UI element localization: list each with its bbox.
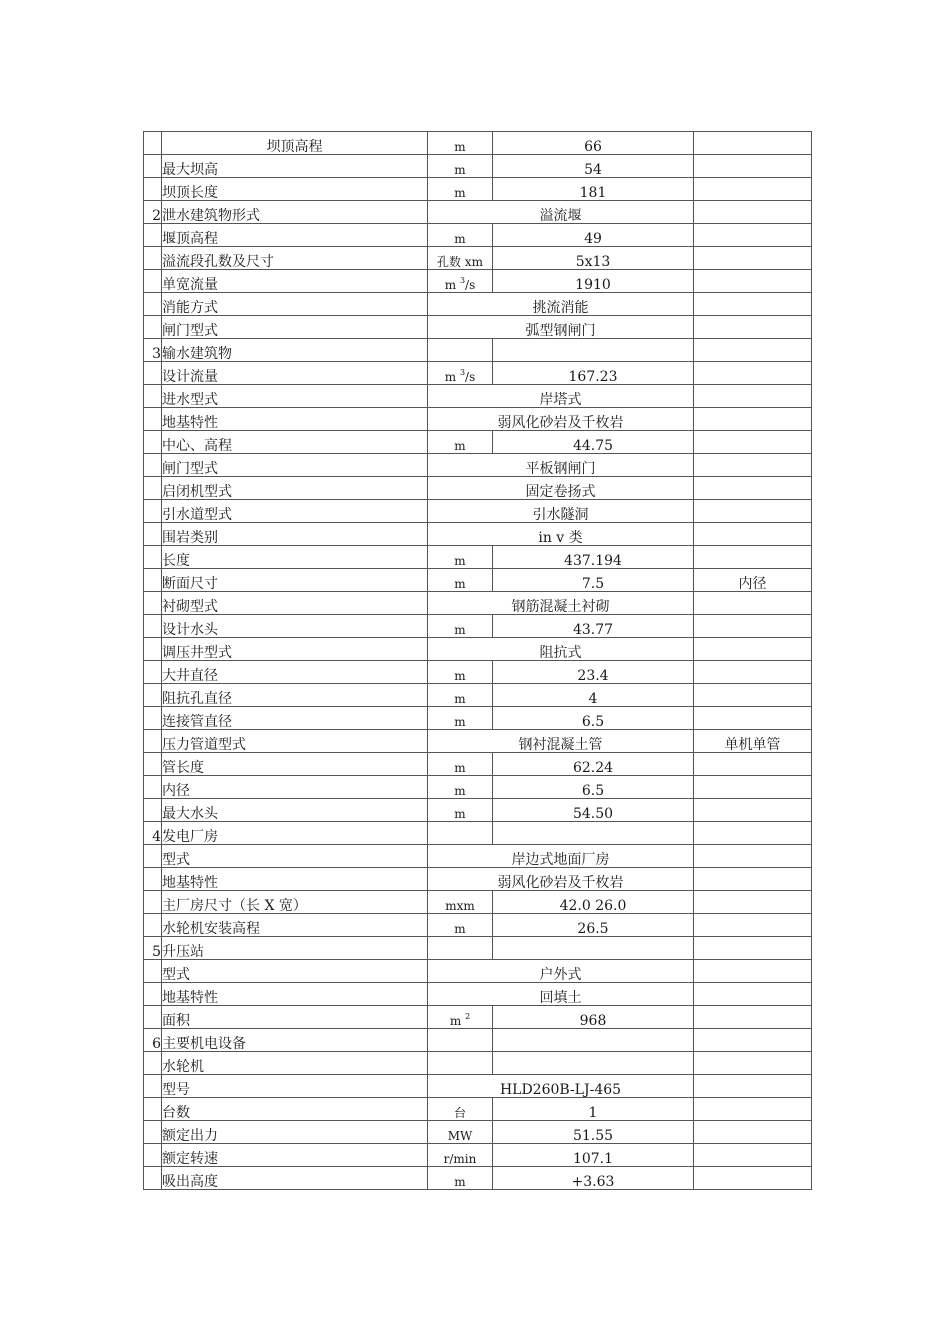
table-row — [144, 500, 812, 523]
item-name: 型式 — [162, 845, 428, 868]
table-row — [144, 592, 812, 615]
item-value: 49 — [493, 224, 694, 247]
item-unit — [428, 1006, 493, 1029]
item-note — [694, 707, 812, 730]
item-value: 167.23 — [493, 362, 694, 385]
item-note — [694, 270, 812, 293]
row-number — [144, 684, 162, 707]
table-row — [144, 1052, 812, 1075]
item-name: 台数 — [162, 1098, 428, 1121]
item-value: 弱风化砂岩及千枚岩 — [428, 408, 694, 431]
item-note — [694, 293, 812, 316]
row-number: 5 — [144, 937, 162, 960]
table-row — [144, 960, 812, 983]
item-name: 主厂房尺寸（长 X 宽） — [162, 891, 428, 914]
item-name: 设计水头 — [162, 615, 428, 638]
row-number — [144, 960, 162, 983]
table-row — [144, 270, 812, 293]
item-note — [694, 638, 812, 661]
table-row — [144, 1144, 812, 1167]
item-note — [694, 1121, 812, 1144]
item-value: +3.63 — [493, 1167, 694, 1190]
item-value: 岸塔式 — [428, 385, 694, 408]
item-note — [694, 201, 812, 224]
item-note — [694, 500, 812, 523]
item-value: 42.0 26.0 — [493, 891, 694, 914]
row-number — [144, 1006, 162, 1029]
item-value: 溢流堰 — [428, 201, 694, 224]
item-note — [694, 224, 812, 247]
table-row — [144, 178, 812, 201]
item-name: 型号 — [162, 1075, 428, 1098]
item-note — [694, 914, 812, 937]
table-row — [144, 615, 812, 638]
table-row — [144, 799, 812, 822]
item-name: 水轮机 — [162, 1052, 428, 1075]
item-value: 107.1 — [493, 1144, 694, 1167]
row-number — [144, 776, 162, 799]
table-row — [144, 937, 812, 960]
item-note — [694, 960, 812, 983]
item-name: 额定出力 — [162, 1121, 428, 1144]
item-name: 堰顶高程 — [162, 224, 428, 247]
item-name: 地基特性 — [162, 983, 428, 1006]
unit-suffix: /s — [465, 278, 476, 292]
item-note — [694, 891, 812, 914]
item-name: 启闭机型式 — [162, 477, 428, 500]
item-unit: m — [428, 224, 493, 247]
item-value: 44.75 — [493, 431, 694, 454]
item-name: 溢流段孔数及尺寸 — [162, 247, 428, 270]
item-name: 引水道型式 — [162, 500, 428, 523]
item-name: 消能方式 — [162, 293, 428, 316]
item-note — [694, 1052, 812, 1075]
item-name: 型式 — [162, 960, 428, 983]
row-number — [144, 431, 162, 454]
item-value: 回填土 — [428, 983, 694, 1006]
row-number: 3 — [144, 339, 162, 362]
item-note — [694, 983, 812, 1006]
row-number — [144, 224, 162, 247]
item-unit — [428, 1029, 493, 1052]
table-row — [144, 201, 812, 224]
item-value — [493, 1052, 694, 1075]
item-name: 中心、高程 — [162, 431, 428, 454]
item-note — [694, 684, 812, 707]
table-row — [144, 1029, 812, 1052]
item-value: 平板钢闸门 — [428, 454, 694, 477]
item-value: 引水隧洞 — [428, 500, 694, 523]
unit-exponent: 2 — [465, 1012, 471, 1021]
item-name: 围岩类别 — [162, 523, 428, 546]
item-unit: mxm — [428, 891, 493, 914]
table-row — [144, 684, 812, 707]
row-number — [144, 270, 162, 293]
spec-table — [143, 131, 812, 1190]
item-value: 6.5 — [493, 776, 694, 799]
unit-base: m — [444, 278, 457, 292]
spec-table-body — [144, 132, 812, 1190]
table-row — [144, 638, 812, 661]
row-number — [144, 500, 162, 523]
item-unit: m — [428, 132, 493, 155]
item-note — [694, 822, 812, 845]
item-unit: m — [428, 914, 493, 937]
item-value: 1910 — [493, 270, 694, 293]
table-row — [144, 776, 812, 799]
item-value — [493, 937, 694, 960]
row-number — [144, 178, 162, 201]
table-row — [144, 569, 812, 592]
unit-base: m — [449, 1014, 462, 1028]
item-value: HLD260B-LJ-465 — [428, 1075, 694, 1098]
row-number — [144, 546, 162, 569]
item-note — [694, 753, 812, 776]
item-unit — [428, 339, 493, 362]
item-value: 23.4 — [493, 661, 694, 684]
item-name: 升压站 — [162, 937, 428, 960]
item-note — [694, 132, 812, 155]
table-row — [144, 316, 812, 339]
item-value: 51.55 — [493, 1121, 694, 1144]
item-note — [694, 868, 812, 891]
item-name: 连接管直径 — [162, 707, 428, 730]
row-number — [144, 293, 162, 316]
item-unit: r/min — [428, 1144, 493, 1167]
item-unit: m — [428, 799, 493, 822]
item-note — [694, 454, 812, 477]
item-note — [694, 592, 812, 615]
item-unit: m — [428, 776, 493, 799]
item-name: 内径 — [162, 776, 428, 799]
row-number — [144, 316, 162, 339]
item-name: 坝顶长度 — [162, 178, 428, 201]
item-value: 7.5 — [493, 569, 694, 592]
item-unit — [428, 362, 493, 385]
row-number — [144, 868, 162, 891]
row-number — [144, 661, 162, 684]
item-unit: m — [428, 753, 493, 776]
row-number — [144, 891, 162, 914]
row-number: 6 — [144, 1029, 162, 1052]
item-value — [493, 339, 694, 362]
item-unit: m — [428, 431, 493, 454]
item-value: 62.24 — [493, 753, 694, 776]
table-row — [144, 408, 812, 431]
table-row — [144, 891, 812, 914]
table-row — [144, 247, 812, 270]
row-number — [144, 477, 162, 500]
item-unit: m — [428, 684, 493, 707]
item-value: 54.50 — [493, 799, 694, 822]
row-number — [144, 983, 162, 1006]
table-row — [144, 822, 812, 845]
table-row — [144, 454, 812, 477]
item-value: 户外式 — [428, 960, 694, 983]
item-value: 挑流消能 — [428, 293, 694, 316]
row-number — [144, 569, 162, 592]
item-note — [694, 546, 812, 569]
item-note — [694, 1075, 812, 1098]
item-value: in v 类 — [428, 523, 694, 546]
row-number — [144, 730, 162, 753]
row-number — [144, 155, 162, 178]
item-value: 43.77 — [493, 615, 694, 638]
item-name: 最大水头 — [162, 799, 428, 822]
row-number — [144, 845, 162, 868]
item-note — [694, 431, 812, 454]
item-name: 最大坝高 — [162, 155, 428, 178]
item-value: 钢筋混凝土衬砌 — [428, 592, 694, 615]
item-unit — [428, 1052, 493, 1075]
item-value: 437.194 — [493, 546, 694, 569]
item-note — [694, 316, 812, 339]
unit-base: m — [444, 370, 457, 384]
item-note — [694, 776, 812, 799]
table-row — [144, 385, 812, 408]
item-note — [694, 1029, 812, 1052]
item-unit — [428, 937, 493, 960]
unit-exponent: 3 — [459, 276, 466, 285]
item-unit: MW — [428, 1121, 493, 1144]
item-note — [694, 1167, 812, 1190]
table-row — [144, 1121, 812, 1144]
row-number: 2 — [144, 201, 162, 224]
item-name: 压力管道型式 — [162, 730, 428, 753]
row-number — [144, 385, 162, 408]
row-number — [144, 247, 162, 270]
item-value: 弱风化砂岩及千枚岩 — [428, 868, 694, 891]
item-note — [694, 362, 812, 385]
table-row — [144, 523, 812, 546]
table-row — [144, 224, 812, 247]
item-name: 坝顶高程 — [162, 132, 428, 155]
item-note — [694, 615, 812, 638]
item-note — [694, 523, 812, 546]
item-unit: m — [428, 178, 493, 201]
item-unit: m — [428, 569, 493, 592]
table-row — [144, 1167, 812, 1190]
item-name: 大井直径 — [162, 661, 428, 684]
item-name: 衬砌型式 — [162, 592, 428, 615]
table-row — [144, 339, 812, 362]
row-number — [144, 1075, 162, 1098]
item-unit: 台 — [428, 1098, 493, 1121]
item-name: 吸出高度 — [162, 1167, 428, 1190]
item-note — [694, 1098, 812, 1121]
item-value: 6.5 — [493, 707, 694, 730]
table-row — [144, 1006, 812, 1029]
item-unit: 孔数 xm — [428, 247, 493, 270]
table-row — [144, 983, 812, 1006]
unit-suffix: /s — [465, 370, 476, 384]
item-name: 长度 — [162, 546, 428, 569]
table-row — [144, 431, 812, 454]
table-row — [144, 1075, 812, 1098]
item-name: 阻抗孔直径 — [162, 684, 428, 707]
item-name: 设计流量 — [162, 362, 428, 385]
item-note — [694, 247, 812, 270]
row-number — [144, 362, 162, 385]
item-value: 阻抗式 — [428, 638, 694, 661]
item-value: 66 — [493, 132, 694, 155]
item-note — [694, 408, 812, 431]
item-value: 5x13 — [493, 247, 694, 270]
row-number: 4 — [144, 822, 162, 845]
item-note — [694, 477, 812, 500]
item-value — [493, 1029, 694, 1052]
item-name: 面积 — [162, 1006, 428, 1029]
table-row — [144, 293, 812, 316]
item-note — [694, 1006, 812, 1029]
item-unit: m — [428, 707, 493, 730]
item-value: 54 — [493, 155, 694, 178]
item-unit: m — [428, 546, 493, 569]
table-row — [144, 845, 812, 868]
item-note — [694, 937, 812, 960]
item-name: 主要机电设备 — [162, 1029, 428, 1052]
table-row — [144, 707, 812, 730]
item-name: 调压井型式 — [162, 638, 428, 661]
row-number — [144, 523, 162, 546]
table-row — [144, 1098, 812, 1121]
row-number — [144, 615, 162, 638]
row-number — [144, 408, 162, 431]
item-name: 进水型式 — [162, 385, 428, 408]
table-row — [144, 362, 812, 385]
row-number — [144, 914, 162, 937]
item-unit: m — [428, 615, 493, 638]
item-value: 968 — [493, 1006, 694, 1029]
item-name: 单宽流量 — [162, 270, 428, 293]
item-name: 地基特性 — [162, 868, 428, 891]
item-note: 内径 — [694, 569, 812, 592]
item-value: 1 — [493, 1098, 694, 1121]
item-name: 水轮机安装高程 — [162, 914, 428, 937]
table-row — [144, 546, 812, 569]
item-unit — [428, 270, 493, 293]
row-number — [144, 1121, 162, 1144]
row-number — [144, 1052, 162, 1075]
item-note — [694, 845, 812, 868]
item-value: 固定卷扬式 — [428, 477, 694, 500]
item-note — [694, 1144, 812, 1167]
row-number — [144, 1098, 162, 1121]
item-unit: m — [428, 1167, 493, 1190]
row-number — [144, 132, 162, 155]
item-value: 26.5 — [493, 914, 694, 937]
item-note — [694, 339, 812, 362]
table-row — [144, 753, 812, 776]
table-row — [144, 730, 812, 753]
row-number — [144, 1167, 162, 1190]
item-note — [694, 178, 812, 201]
item-note — [694, 661, 812, 684]
item-name: 输水建筑物 — [162, 339, 428, 362]
item-unit: m — [428, 661, 493, 684]
row-number — [144, 454, 162, 477]
table-row — [144, 661, 812, 684]
item-name: 泄水建筑物形式 — [162, 201, 428, 224]
table-row — [144, 132, 812, 155]
item-note: 单机单管 — [694, 730, 812, 753]
item-value: 181 — [493, 178, 694, 201]
item-name: 地基特性 — [162, 408, 428, 431]
item-value: 弧型钢闸门 — [428, 316, 694, 339]
row-number — [144, 799, 162, 822]
row-number — [144, 1144, 162, 1167]
row-number — [144, 592, 162, 615]
item-name: 管长度 — [162, 753, 428, 776]
item-name: 发电厂房 — [162, 822, 428, 845]
item-name: 闸门型式 — [162, 316, 428, 339]
row-number — [144, 707, 162, 730]
item-value: 岸边式地面厂房 — [428, 845, 694, 868]
item-value — [493, 822, 694, 845]
item-value: 钢衬混凝土管 — [428, 730, 694, 753]
unit-exponent: 3 — [459, 368, 466, 377]
item-name: 额定转速 — [162, 1144, 428, 1167]
item-note — [694, 155, 812, 178]
row-number — [144, 638, 162, 661]
table-row — [144, 914, 812, 937]
item-unit — [428, 822, 493, 845]
item-name: 断面尺寸 — [162, 569, 428, 592]
table-row — [144, 868, 812, 891]
table-row — [144, 477, 812, 500]
item-note — [694, 799, 812, 822]
item-name: 闸门型式 — [162, 454, 428, 477]
item-note — [694, 385, 812, 408]
item-unit: m — [428, 155, 493, 178]
row-number — [144, 753, 162, 776]
item-value: 4 — [493, 684, 694, 707]
table-row — [144, 155, 812, 178]
